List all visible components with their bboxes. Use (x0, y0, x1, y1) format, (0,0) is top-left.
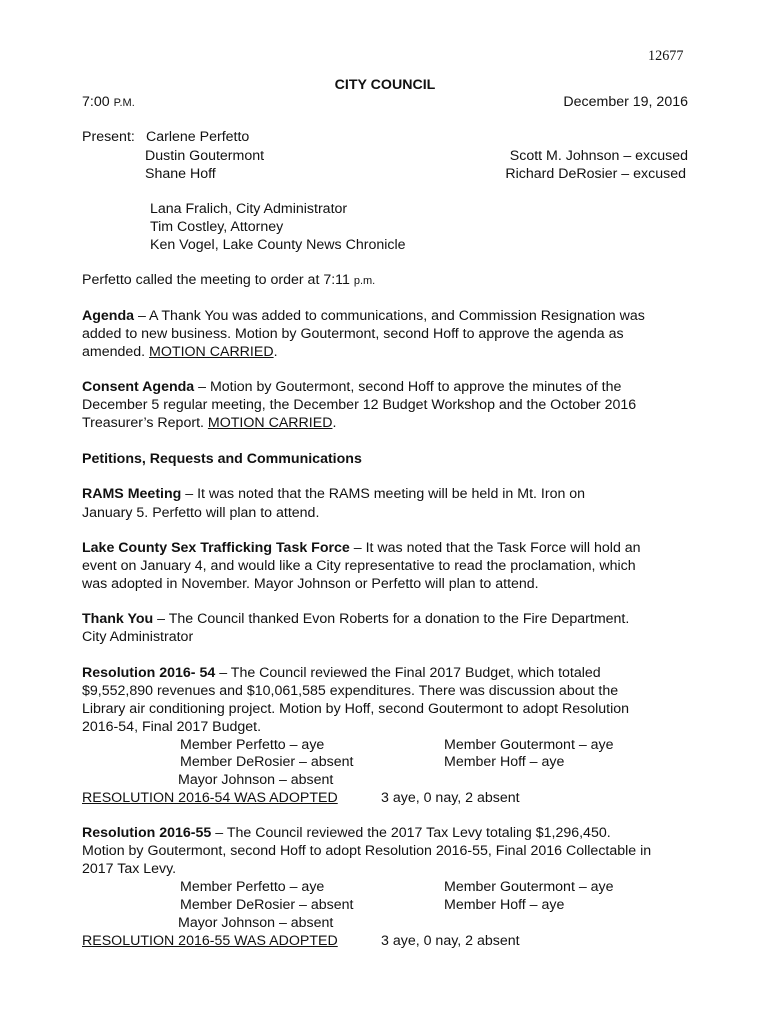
motion-carried: MOTION CARRIED (207, 415, 333, 431)
resolution-adopted: RESOLUTION 2016-54 WAS ADOPTED (82, 790, 338, 806)
section-heading: Petitions, Requests and Communications (82, 451, 362, 467)
rams-line: January 5. Perfetto will plan to attend. (82, 505, 320, 521)
vote-entry: Member Hoff – aye (444, 754, 565, 770)
thank-you-line: Thank You – The Council thanked Evon Roberts for a donation to the Fire Department. (82, 611, 630, 627)
trafficking-heading: Lake County Sex Trafficking Task Force (82, 540, 350, 556)
excused-member: Scott M. Johnson – excused (509, 148, 688, 164)
excused-member: Richard DeRosier – excused (505, 166, 686, 182)
present-member: Shane Hoff (145, 166, 216, 182)
page-number: 12677 (648, 48, 684, 64)
trafficking-line: Lake County Sex Trafficking Task Force – It was noted that the Task Force will hold an (82, 540, 641, 556)
rams-heading: RAMS Meeting (82, 486, 182, 502)
consent-heading: Consent Agenda (82, 379, 195, 395)
vote-entry: Mayor Johnson – absent (178, 772, 334, 788)
agenda-line: amended. MOTION CARRIED. (82, 344, 278, 360)
consent-line: Treasurer’s Report. MOTION CARRIED. (82, 415, 337, 431)
meeting-time: 7:00 P.M. (82, 94, 135, 110)
res54-line: 2016-54, Final 2017 Budget. (82, 719, 262, 735)
thank-you-heading: Thank You (82, 611, 154, 627)
vote-entry: Member Goutermont – aye (444, 879, 614, 895)
present-member: Carlene Perfetto (146, 129, 250, 145)
vote-entry: Member Perfetto – aye (180, 879, 325, 895)
res54-line: Resolution 2016- 54 – The Council reviewed the Final 2017 Budget, which totaled (82, 665, 601, 681)
res54-line: $9,552,890 revenues and $10,061,585 expenditures. There was discussion about the (82, 683, 619, 699)
page-title: CITY COUNCIL (334, 77, 436, 93)
rams-line: RAMS Meeting – It was noted that the RAMS meeting will be held in Mt. Iron on (82, 486, 586, 502)
res54-heading: Resolution 2016- 54 (82, 665, 216, 681)
vote-tally: 3 aye, 0 nay, 2 absent (381, 790, 520, 806)
agenda-line: added to new business. Motion by Goutermont, second Hoff to approve the agenda as (82, 326, 624, 342)
res55-heading: Resolution 2016-55 (82, 825, 212, 841)
consent-line: Consent Agenda – Motion by Goutermont, second Hoff to approve the minutes of the (82, 379, 622, 395)
vote-entry: Member DeRosier – absent (180, 754, 354, 770)
vote-tally: 3 aye, 0 nay, 2 absent (381, 933, 520, 949)
agenda-heading: Agenda (82, 308, 135, 324)
present-member: Dustin Goutermont (145, 148, 265, 164)
resolution-adopted: RESOLUTION 2016-55 WAS ADOPTED (82, 933, 338, 949)
trafficking-line: was adopted in November. Mayor Johnson or Perfetto will plan to attend. (82, 576, 539, 592)
meeting-date: December 19, 2016 (563, 94, 688, 110)
vote-entry: Member Hoff – aye (444, 897, 565, 913)
vote-entry: Member Goutermont – aye (444, 737, 614, 753)
res55-line: 2017 Tax Levy. (82, 861, 177, 877)
vote-entry: Member DeRosier – absent (180, 897, 354, 913)
motion-carried: MOTION CARRIED (149, 344, 274, 360)
staff-member: Lana Fralich, City Administrator (150, 201, 348, 217)
staff-member: Tim Costley, Attorney (150, 219, 284, 235)
vote-entry: Mayor Johnson – absent (178, 915, 334, 931)
res55-line: Resolution 2016-55 – The Council reviewed the 2017 Tax Levy totaling $1,296,450. (82, 825, 611, 841)
staff-member: Ken Vogel, Lake County News Chronicle (150, 237, 406, 253)
consent-line: December 5 regular meeting, the December 12 Budget Workshop and the October 2016 (82, 397, 637, 413)
res54-line: Library air conditioning project. Motion by Hoff, second Goutermont to adopt Resolution (82, 701, 630, 717)
trafficking-line: event on January 4, and would like a City representative to read the proclamation, which (82, 558, 636, 574)
present-label: Present: (82, 129, 135, 145)
vote-entry: Member Perfetto – aye (180, 737, 325, 753)
agenda-line: Agenda – A Thank You was added to communications, and Commission Resignation was (82, 308, 645, 324)
call-to-order: Perfetto called the meeting to order at 7:11 p.m. (82, 272, 376, 288)
thank-you-line: City Administrator (82, 629, 194, 645)
res55-line: Motion by Goutermont, second Hoff to adopt Resolution 2016-55, Final 2016 Collectable in (82, 843, 652, 859)
